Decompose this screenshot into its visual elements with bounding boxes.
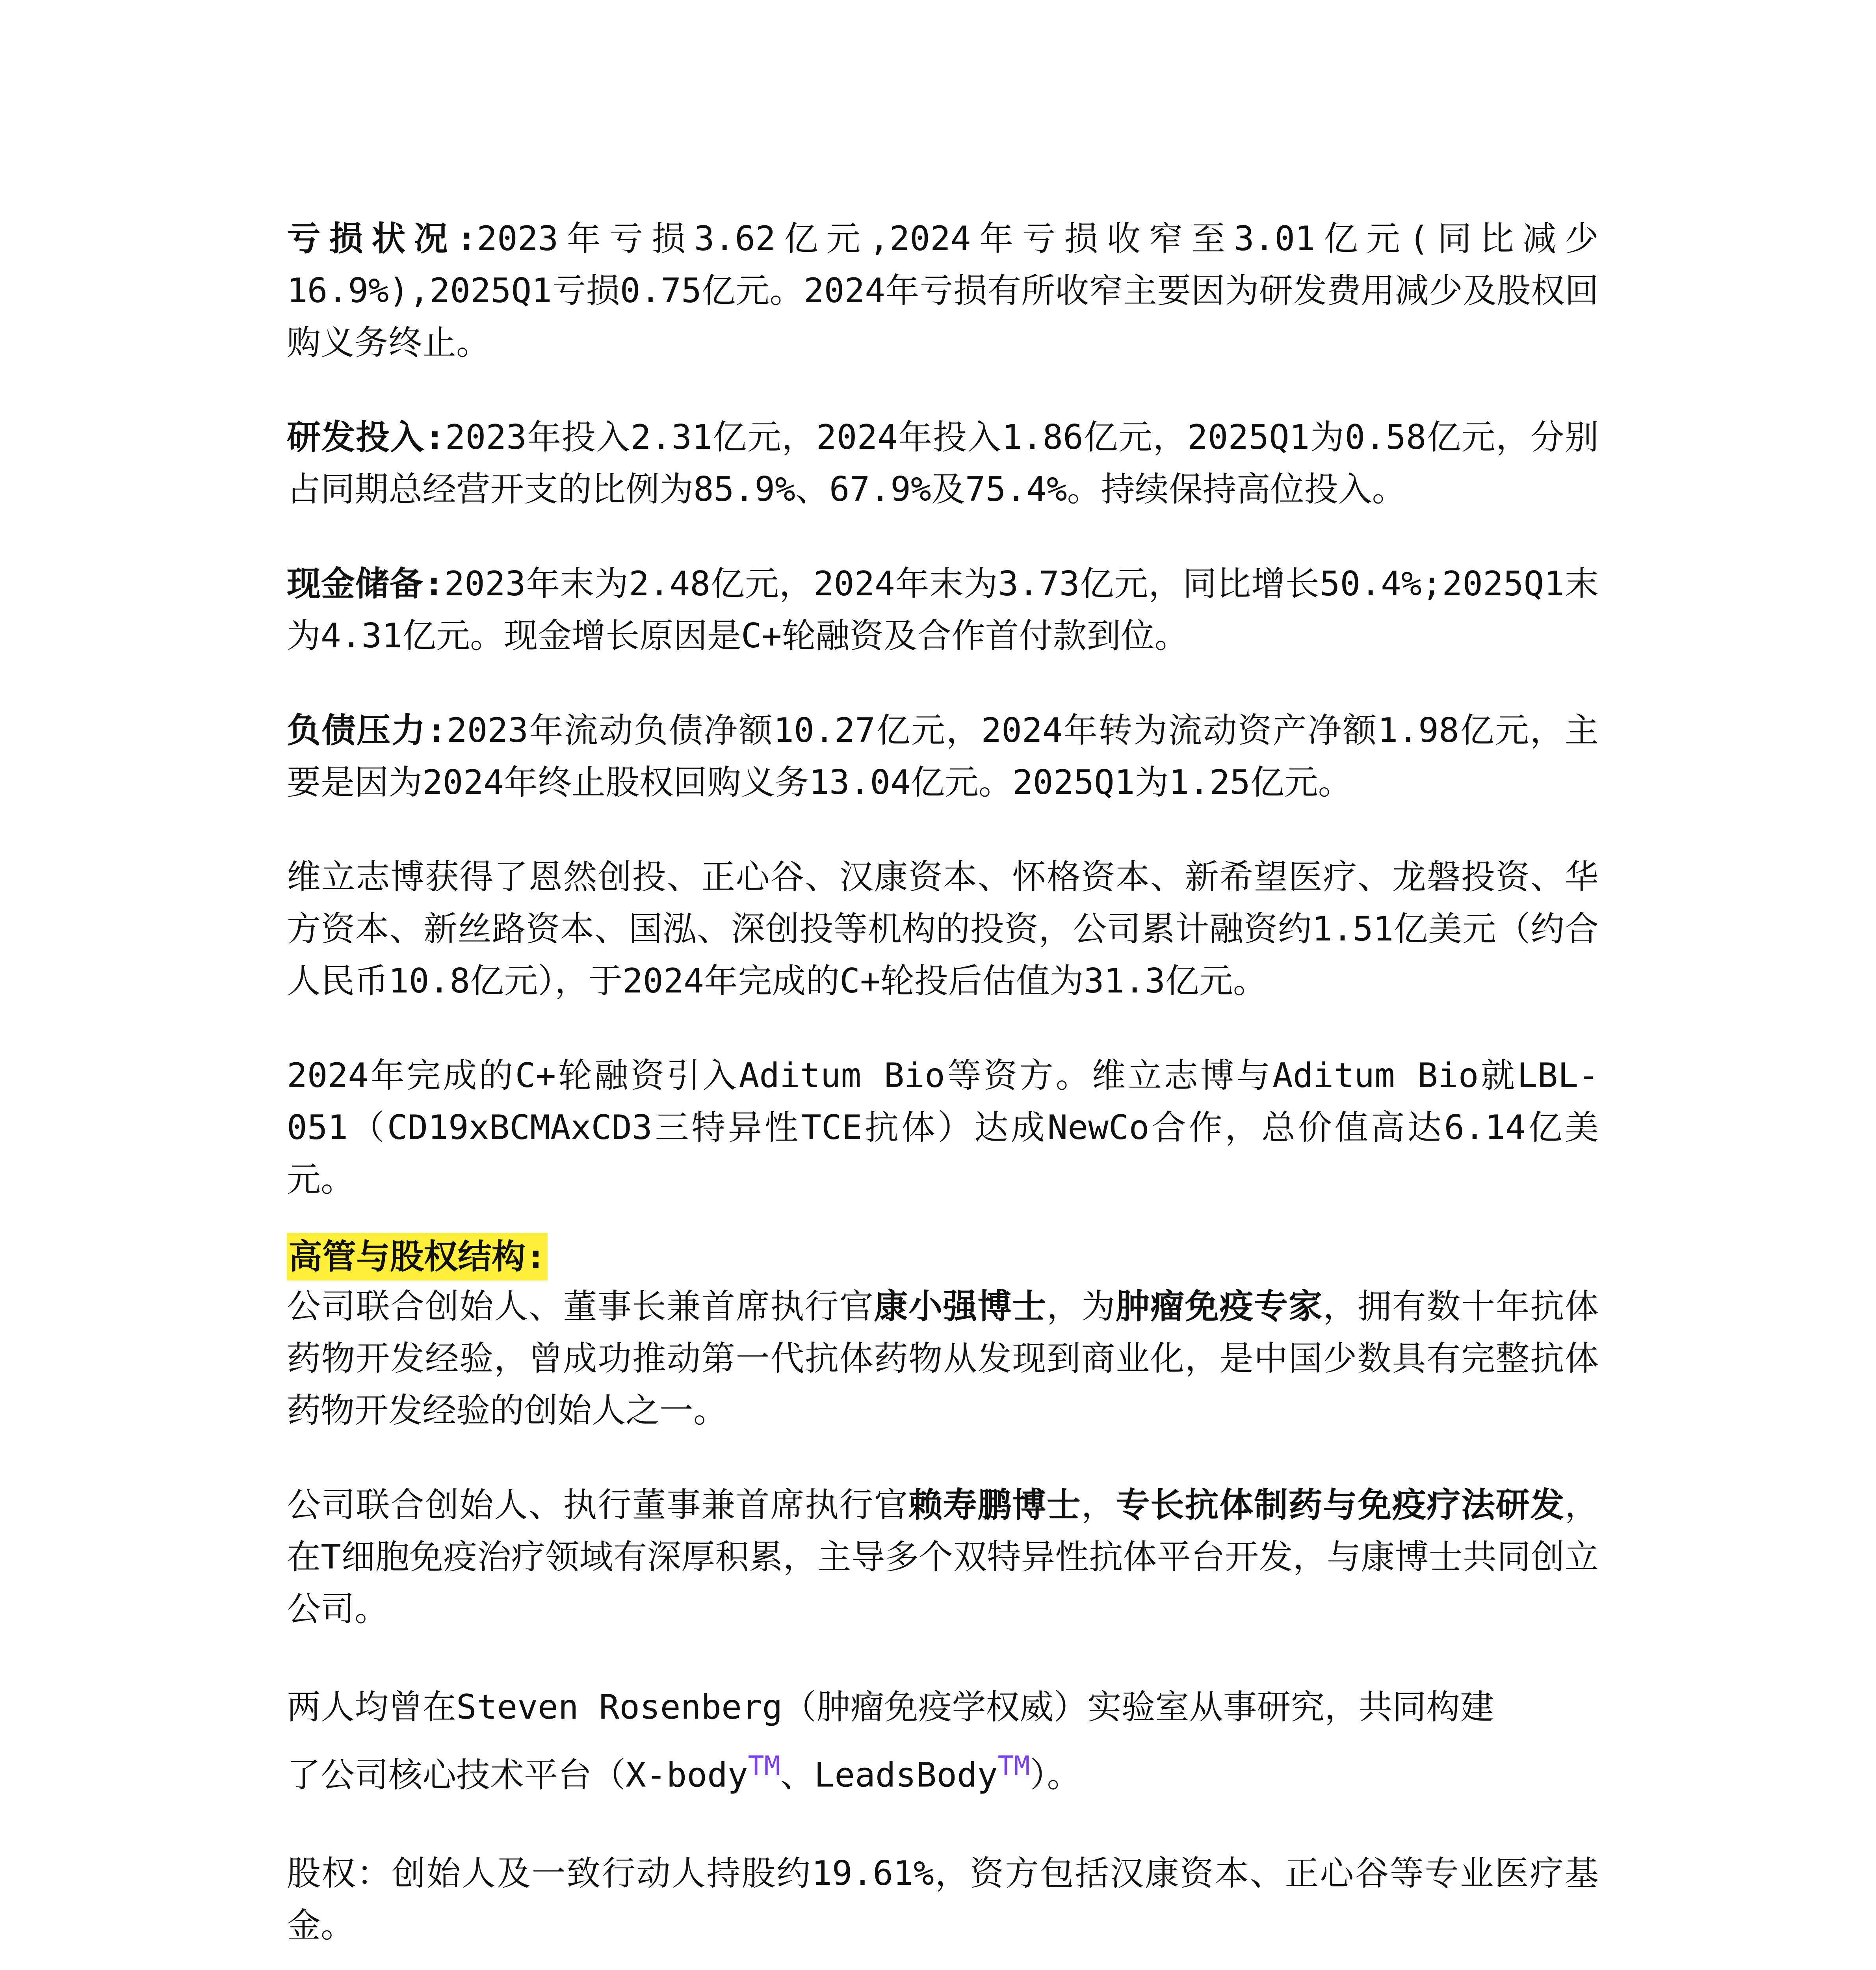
bold-run: 赖寿鹏博士 (908, 1485, 1081, 1525)
loss-text: 2023年亏损3.62亿元,2024年亏损收窄至3.01亿元(同比减少16.9%),2025Q1亏损0.75亿元。2024年亏损有所收窄主要因为研发费用减少及股权回购义务终止。 (287, 219, 1599, 362)
text-run: 公司联合创始人、董事长兼首席执行官 (287, 1287, 874, 1326)
platform-paragraph (287, 1678, 1599, 1805)
text-run: ，为 (1046, 1287, 1116, 1326)
text-run: 公司联合创始人、执行董事兼首席执行官 (287, 1485, 909, 1525)
investors-paragraph: 维立志博获得了恩然创投、正心谷、汉康资本、怀格资本、新希望医疗、龙磐投资、华方资本、新丝路资本、国泓、深创投等机构的投资，公司累计融资约1.51亿美元（约合人民币10.8亿元），于2024年完成的C+轮投后估值为31.3亿元。 (287, 857, 1599, 1001)
rd-text: 2023年投入2.31亿元，2024年投入1.86亿元，2025Q1为0.58亿元，分别占同期总经营开支的比例为85.9%、67.9%及75.4%。持续保持高位投入。 (287, 418, 1599, 509)
text-run: ，在T细胞免疫治疗领域有深厚积累，主导多个双特异性抗体平台开发，与康博士共同创立公司。 (287, 1485, 1599, 1629)
text-run: ， (1081, 1485, 1116, 1525)
text-run: ，拥有数十年抗体药物开发经验，曾成功推动第一代抗体药物从发现到商业化，是中国少数具有完整抗体药物开发经验的创始人之一。 (287, 1287, 1599, 1430)
trademark-mark: TM (748, 1751, 780, 1782)
debt-text: 2023年流动负债净额10.27亿元，2024年转为流动资产净额1.98亿元，主要是因为2024年终止股权回购义务13.04亿元。2025Q1为1.25亿元。 (287, 711, 1599, 802)
founder-kang-paragraph (287, 1280, 1599, 1437)
debt-label: 负债压力: (287, 711, 447, 750)
text-run: 、LeadsBody (780, 1755, 998, 1795)
section-title: 高管与股权结构: (287, 1233, 548, 1280)
founder-lai-paragraph (287, 1479, 1599, 1635)
cash-text: 2023年末为2.48亿元，2024年末为3.73亿元，同比增长50.4%;2025Q1末为4.31亿元。现金增长原因是C+轮融资及合作首付款到位。 (287, 564, 1599, 656)
bold-run: 专长抗体制药与免疫疗法研发 (1116, 1485, 1565, 1525)
text-run: 了公司核心技术平台（X-body (287, 1755, 748, 1795)
text-run: 两人均曾在Steven Rosenberg（肿瘤免疫学权威）实验室从事研究，共同构建 (287, 1688, 1494, 1727)
loss-label: 亏损状况: (287, 219, 477, 258)
debt-paragraph (287, 704, 1599, 808)
loss-paragraph (287, 213, 1599, 369)
cash-paragraph (287, 558, 1599, 662)
text-run: ）。 (1030, 1755, 1081, 1795)
aditum-paragraph: 2024年完成的C+轮融资引入Aditum Bio等资方。维立志博与Aditum Bio就LBL-051（CD19xBCMAxCD3三特异性TCE抗体）达成NewCo合作，总价值高达6.14亿美元。 (287, 1056, 1599, 1199)
bold-run: 肿瘤免疫专家 (1116, 1287, 1323, 1326)
rd-paragraph (287, 411, 1599, 515)
document-body (287, 213, 1599, 1970)
bold-run: 康小强博士 (874, 1287, 1047, 1326)
cash-label: 现金储备: (287, 564, 444, 604)
equity-paragraph: 股权：创始人及一致行动人持股约19.61%，资方包括汉康资本、正心谷等专业医疗基金。 (287, 1853, 1599, 1945)
trademark-mark: TM (997, 1751, 1030, 1782)
rd-label: 研发投入: (287, 418, 445, 457)
